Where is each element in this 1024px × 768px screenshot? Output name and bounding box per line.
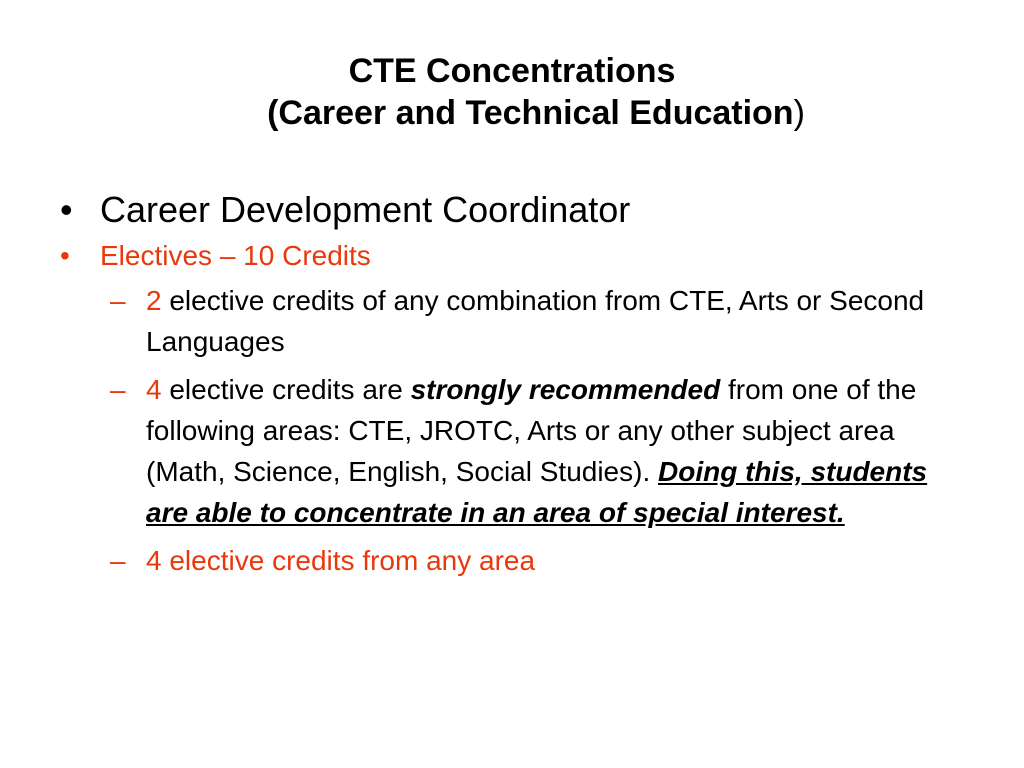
sub-item-text-before: elective credits are [161,374,411,405]
sub-item-text: elective credits of any combination from CTE, Arts or Second Languages [146,285,925,357]
bullet-dot-icon: • [60,189,73,230]
dash-icon: – [110,285,126,316]
sub-item-2-credits [110,280,956,362]
sub-item-text: 4 elective credits from any area [146,545,536,576]
bullet-dot-icon: • [60,240,70,271]
special-interest-emphasis: Doing this, students are able to concentrate in an area of special interest. [146,456,928,528]
sub-item-number: 4 [146,374,162,405]
sub-item-4-recommended [110,369,956,533]
bullet-text: Electives – 10 Credits [100,240,371,271]
title-line-2 [0,92,1024,134]
dash-icon: – [110,374,126,405]
strongly-recommended-emphasis: strongly recommended [410,374,721,405]
bullet-text: Career Development Coordinator [100,189,631,230]
bullet-career-development-coordinator [60,186,960,234]
slide-body [60,186,960,588]
bullet-electives [60,236,960,276]
title-line-2-text: (Career and Technical Education [267,94,794,132]
sub-item-4-any-area [110,540,956,581]
title-line-1: CTE Concentrations [348,52,676,90]
sub-item-number: 2 [146,285,162,316]
dash-icon: – [110,545,126,576]
title-close-paren: ) [793,94,805,132]
sub-item-text-after: from one of the following areas: CTE, JROTC, Arts or any other subject area (Math, Science, English, Social Studies). [146,374,917,487]
slide-title [0,50,1024,134]
